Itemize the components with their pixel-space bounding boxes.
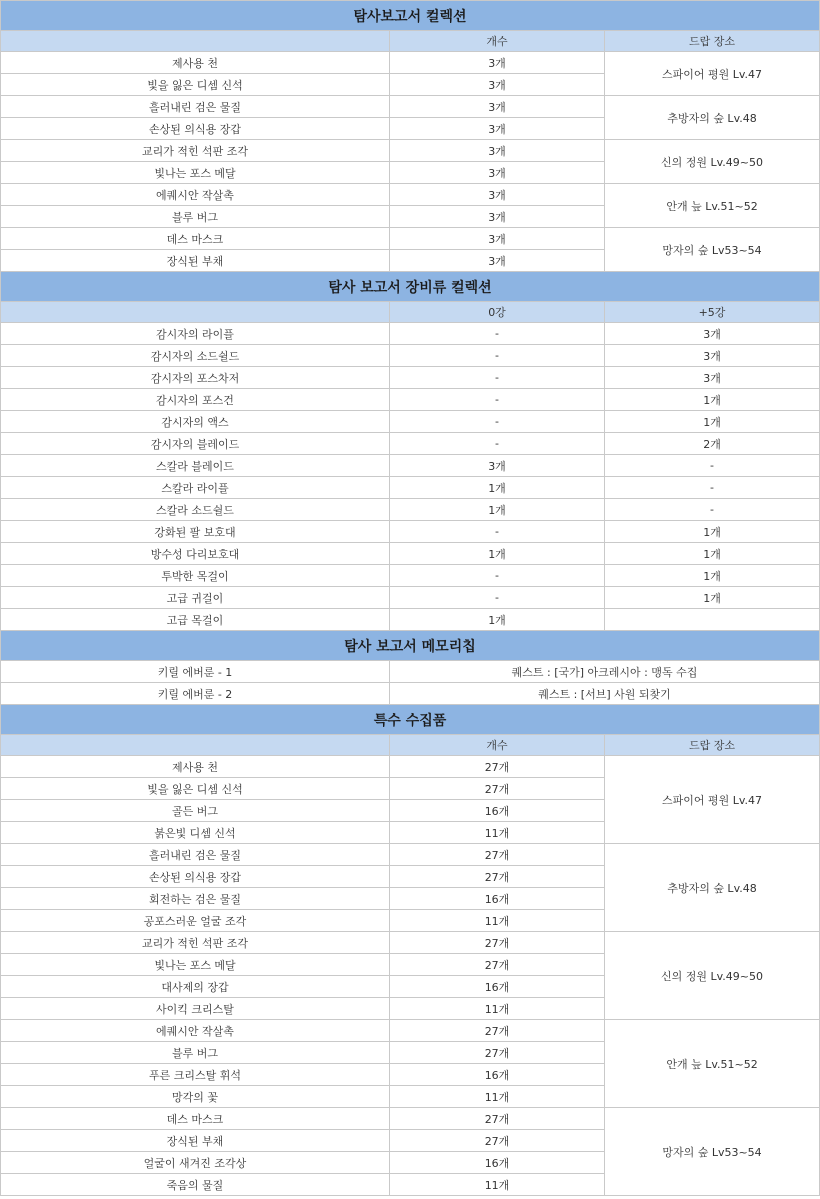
equipment-name: 방수성 다리보호대 — [1, 543, 390, 565]
item-name: 흘러내린 검은 물질 — [1, 96, 390, 118]
item-count: 27개 — [390, 866, 605, 888]
memory-chip-name: 키릴 에버룬 - 1 — [1, 661, 390, 683]
quest-source: 퀘스트 : [서브] 사원 되찾기 — [390, 683, 820, 705]
equipment-name: 감시자의 블레이드 — [1, 433, 390, 455]
count-enhance-5: - — [605, 499, 820, 521]
table-row — [1, 661, 820, 683]
item-name: 에퀘시안 작살촉 — [1, 1020, 390, 1042]
item-count: 3개 — [390, 206, 605, 228]
section-title: 탐사보고서 컬렉션 — [1, 1, 820, 31]
item-name: 회전하는 검은 물질 — [1, 888, 390, 910]
count-enhance-5: 1개 — [605, 389, 820, 411]
item-count: 27개 — [390, 778, 605, 800]
count-enhance-5: 1개 — [605, 587, 820, 609]
drop-location: 추방자의 숲 Lv.48 — [605, 844, 820, 932]
count-enhance-5: 1개 — [605, 543, 820, 565]
table-row — [1, 52, 820, 74]
item-count: 27개 — [390, 1108, 605, 1130]
header-enhance-5: +5강 — [605, 302, 820, 323]
item-name: 교리가 적힌 석판 조각 — [1, 932, 390, 954]
drop-location: 망자의 숲 Lv53~54 — [605, 1108, 820, 1196]
item-count: 27개 — [390, 1130, 605, 1152]
count-enhance-5: 1개 — [605, 411, 820, 433]
section-title: 특수 수집품 — [1, 705, 820, 735]
item-count: 11개 — [390, 998, 605, 1020]
item-name: 빛을 잃은 디셈 신석 — [1, 74, 390, 96]
drop-location: 안개 늪 Lv.51~52 — [605, 184, 820, 228]
count-enhance-5 — [605, 609, 820, 631]
section-title: 탐사 보고서 장비류 컬렉션 — [1, 272, 820, 302]
item-name: 교리가 적힌 석판 조각 — [1, 140, 390, 162]
drop-location: 스파이어 평원 Lv.47 — [605, 756, 820, 844]
table-row — [1, 433, 820, 455]
count-enhance-5: 3개 — [605, 367, 820, 389]
item-name: 사이킥 크리스탈 — [1, 998, 390, 1020]
drop-location: 신의 정원 Lv.49~50 — [605, 932, 820, 1020]
table-row — [1, 756, 820, 778]
table-row — [1, 565, 820, 587]
header-count: 개수 — [390, 31, 605, 52]
item-name: 빛나는 포스 메달 — [1, 954, 390, 976]
count-enhance-0: 1개 — [390, 543, 605, 565]
table-row — [1, 587, 820, 609]
equipment-name: 스칼라 블레이드 — [1, 455, 390, 477]
table-row — [1, 1020, 820, 1042]
item-count: 27개 — [390, 954, 605, 976]
header-row — [1, 735, 820, 756]
item-name: 손상된 의식용 장갑 — [1, 118, 390, 140]
item-name: 골든 버그 — [1, 800, 390, 822]
header-blank — [1, 31, 390, 52]
memory-chip-name: 키릴 에버룬 - 2 — [1, 683, 390, 705]
item-name: 장식된 부채 — [1, 250, 390, 272]
equipment-name: 감시자의 소드쉴드 — [1, 345, 390, 367]
item-count: 3개 — [390, 74, 605, 96]
count-enhance-0: - — [390, 411, 605, 433]
count-enhance-0: 3개 — [390, 455, 605, 477]
equipment-name: 스칼라 소드쉴드 — [1, 499, 390, 521]
table-row — [1, 411, 820, 433]
table-row — [1, 499, 820, 521]
count-enhance-0: - — [390, 389, 605, 411]
count-enhance-0: - — [390, 433, 605, 455]
item-count: 27개 — [390, 1042, 605, 1064]
table-row — [1, 228, 820, 250]
item-name: 제사용 천 — [1, 52, 390, 74]
item-name: 블루 버그 — [1, 206, 390, 228]
header-drop-location: 드랍 장소 — [605, 735, 820, 756]
section-title: 탐사 보고서 메모리칩 — [1, 631, 820, 661]
count-enhance-5: - — [605, 455, 820, 477]
section-title-row — [1, 1, 820, 31]
item-count: 3개 — [390, 96, 605, 118]
count-enhance-5: - — [605, 477, 820, 499]
item-name: 블루 버그 — [1, 1042, 390, 1064]
item-name: 푸른 크리스탈 휘석 — [1, 1064, 390, 1086]
equipment-name: 스칼라 라이플 — [1, 477, 390, 499]
count-enhance-0: 1개 — [390, 477, 605, 499]
item-name: 붉은빛 디셈 신석 — [1, 822, 390, 844]
item-name: 데스 마스크 — [1, 228, 390, 250]
count-enhance-0: - — [390, 521, 605, 543]
item-count: 3개 — [390, 118, 605, 140]
item-name: 데스 마스크 — [1, 1108, 390, 1130]
count-enhance-0: - — [390, 323, 605, 345]
item-name: 빛나는 포스 메달 — [1, 162, 390, 184]
count-enhance-5: 1개 — [605, 565, 820, 587]
item-count: 16개 — [390, 1152, 605, 1174]
header-blank — [1, 302, 390, 323]
table-row — [1, 323, 820, 345]
item-name: 망각의 꽃 — [1, 1086, 390, 1108]
equipment-name: 투박한 목걸이 — [1, 565, 390, 587]
equipment-name: 감시자의 포스건 — [1, 389, 390, 411]
count-enhance-0: - — [390, 367, 605, 389]
count-enhance-0: - — [390, 345, 605, 367]
table-row — [1, 683, 820, 705]
count-enhance-5: 3개 — [605, 345, 820, 367]
section-title-row — [1, 631, 820, 661]
table-row — [1, 1108, 820, 1130]
table-row — [1, 345, 820, 367]
quest-source: 퀘스트 : [국가] 아크레시아 : 맹독 수집 — [390, 661, 820, 683]
item-name: 죽음의 물질 — [1, 1174, 390, 1196]
item-count: 11개 — [390, 910, 605, 932]
count-enhance-0: - — [390, 565, 605, 587]
drop-location: 망자의 숲 Lv53~54 — [605, 228, 820, 272]
item-count: 3개 — [390, 250, 605, 272]
item-count: 11개 — [390, 1174, 605, 1196]
count-enhance-0: 1개 — [390, 499, 605, 521]
item-count: 3개 — [390, 52, 605, 74]
equipment-name: 고급 귀걸이 — [1, 587, 390, 609]
table-row — [1, 96, 820, 118]
item-count: 3개 — [390, 184, 605, 206]
count-enhance-0: - — [390, 587, 605, 609]
equipment-name: 고급 목걸이 — [1, 609, 390, 631]
table-row — [1, 184, 820, 206]
equipment-name: 강화된 팔 보호대 — [1, 521, 390, 543]
item-count: 16개 — [390, 976, 605, 998]
table-row — [1, 521, 820, 543]
table-row — [1, 543, 820, 565]
section-title-row — [1, 272, 820, 302]
table-row — [1, 367, 820, 389]
table-row — [1, 609, 820, 631]
item-name: 공포스러운 얼굴 조각 — [1, 910, 390, 932]
item-count: 11개 — [390, 1086, 605, 1108]
item-count: 27개 — [390, 932, 605, 954]
header-enhance-0: 0강 — [390, 302, 605, 323]
item-name: 에퀘시안 작살촉 — [1, 184, 390, 206]
item-count: 16개 — [390, 1064, 605, 1086]
item-count: 27개 — [390, 1020, 605, 1042]
header-row — [1, 31, 820, 52]
drop-location: 안개 늪 Lv.51~52 — [605, 1020, 820, 1108]
drop-location: 스파이어 평원 Lv.47 — [605, 52, 820, 96]
item-count: 27개 — [390, 756, 605, 778]
section-title-row — [1, 705, 820, 735]
equipment-name: 감시자의 액스 — [1, 411, 390, 433]
item-name: 얼굴이 새겨진 조각상 — [1, 1152, 390, 1174]
item-count: 3개 — [390, 140, 605, 162]
header-blank — [1, 735, 390, 756]
count-enhance-0: 1개 — [390, 609, 605, 631]
table-row — [1, 844, 820, 866]
item-name: 흘러내린 검은 물질 — [1, 844, 390, 866]
item-name: 장식된 부채 — [1, 1130, 390, 1152]
count-enhance-5: 3개 — [605, 323, 820, 345]
table-row — [1, 477, 820, 499]
equipment-name: 감시자의 라이플 — [1, 323, 390, 345]
header-row — [1, 302, 820, 323]
item-name: 손상된 의식용 장갑 — [1, 866, 390, 888]
item-count: 11개 — [390, 822, 605, 844]
table-row — [1, 389, 820, 411]
item-count: 27개 — [390, 844, 605, 866]
item-name: 제사용 천 — [1, 756, 390, 778]
count-enhance-5: 2개 — [605, 433, 820, 455]
item-name: 빛을 잃은 디셈 신석 — [1, 778, 390, 800]
count-enhance-5: 1개 — [605, 521, 820, 543]
item-name: 대사제의 장갑 — [1, 976, 390, 998]
item-count: 3개 — [390, 228, 605, 250]
item-count: 3개 — [390, 162, 605, 184]
table-row — [1, 140, 820, 162]
drop-location: 추방자의 숲 Lv.48 — [605, 96, 820, 140]
table-row — [1, 932, 820, 954]
drop-location: 신의 정원 Lv.49~50 — [605, 140, 820, 184]
header-count: 개수 — [390, 735, 605, 756]
table-row — [1, 455, 820, 477]
item-count: 16개 — [390, 888, 605, 910]
equipment-name: 감시자의 포스차저 — [1, 367, 390, 389]
item-count: 16개 — [390, 800, 605, 822]
header-drop-location: 드랍 장소 — [605, 31, 820, 52]
